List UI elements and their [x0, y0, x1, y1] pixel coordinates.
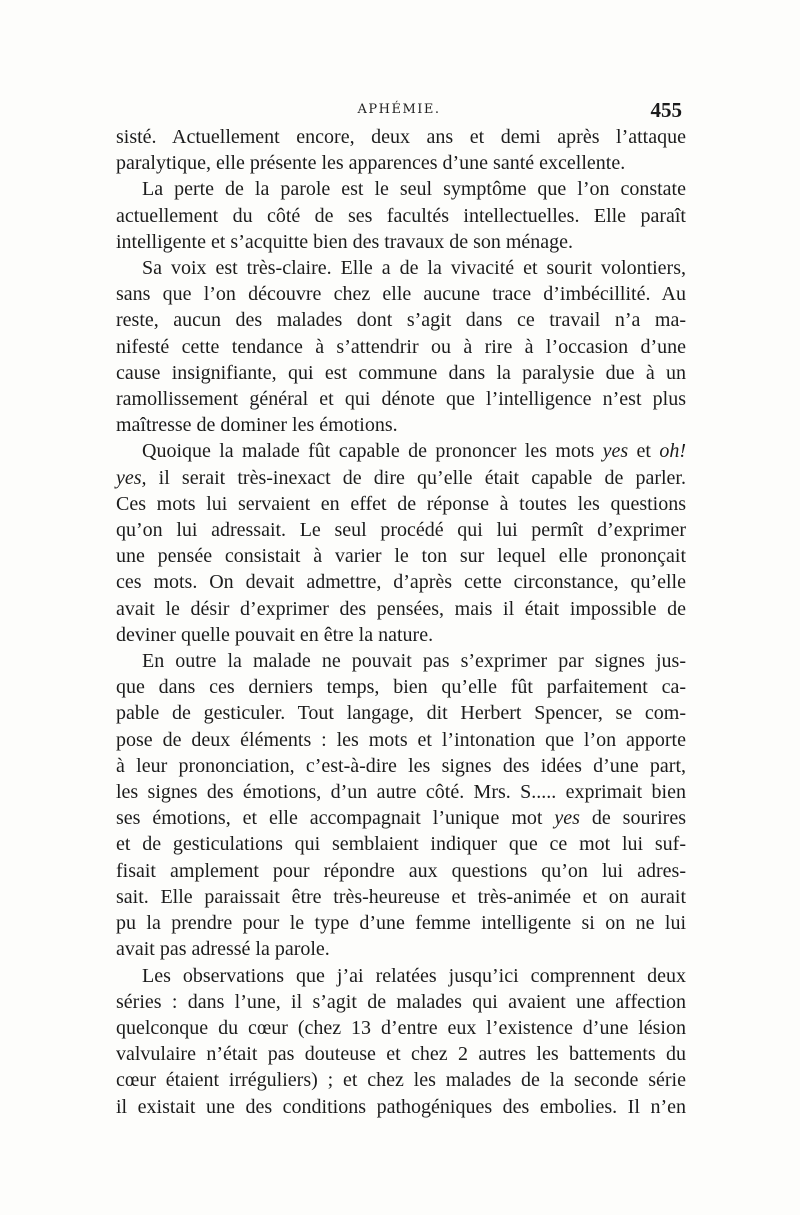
- text-line: sans que l’on découvre chez elle aucune trace d’imbécillité. Au: [116, 283, 686, 306]
- italic-word: oh!: [659, 440, 686, 463]
- paragraph-speech-loss: [116, 176, 686, 255]
- text-line: Ces mots lui servaient en effet de réponse à toutes les questions: [116, 492, 686, 515]
- text-line: avait le désir d’exprimer des pensées, mais il était impossible de: [116, 597, 686, 620]
- text-line: il existait une des conditions pathogéniques des embolies. Il n’en: [116, 1095, 686, 1118]
- text-line: qu’on lui adressait. Le seul procédé qui lui permît d’exprimer: [116, 519, 686, 542]
- text-line: quelconque du cœur (chez 13 d’entre eux l’existence d’une lésion: [116, 1016, 686, 1039]
- text-line: intelligente et s’acquitte bien des travaux de son ménage.: [116, 230, 574, 253]
- text-line: pose de deux éléments : les mots et l’intonation que l’on apporte: [116, 728, 686, 751]
- italic-word: yes,: [116, 466, 147, 489]
- text-line: à leur prononciation, c’est-à-dire les signes des idées d’une part,: [116, 754, 686, 777]
- text-line: une pensée consistait à varier le ton sur lequel elle prononçait: [116, 545, 686, 568]
- italic-word: yes: [554, 807, 580, 830]
- paragraph-signs: [116, 648, 686, 962]
- text-fragment: il serait très-inexact de dire qu’elle était capable de parler.: [146, 466, 686, 489]
- body-text: [116, 124, 686, 1120]
- text-line: nifesté cette tendance à s’attendrir ou à rire à l’occasion d’une: [116, 335, 686, 358]
- text-line: pu la prendre pour le type d’une femme intelligente si on ne lui: [116, 912, 686, 935]
- text-line: pable de gesticuler. Tout langage, dit Herbert Spencer, se com-: [116, 702, 686, 725]
- text-line: que dans ces derniers temps, bien qu’elle fût parfaitement ca-: [116, 676, 686, 699]
- text-line: valvulaire n’était pas douteuse et chez 2 autres les battements du: [116, 1043, 686, 1066]
- text-line: Sa voix est très-claire. Elle a de la vivacité et sourit volontiers,: [142, 257, 686, 280]
- paragraph-observations: [116, 963, 686, 1120]
- text-fragment: de sourires: [579, 807, 686, 830]
- text-line: Les observations que j’ai relatées jusqu’ici comprennent deux: [142, 964, 686, 987]
- italic-word: yes: [602, 440, 629, 463]
- text-line: maîtresse de dominer les émotions.: [116, 414, 398, 437]
- text-line: ces mots. On devait admettre, d’après cette circonstance, qu’elle: [116, 571, 686, 594]
- text-line: reste, aucun des malades dont s’agit dans ce travail n’a ma-: [116, 309, 686, 332]
- paragraph-yes: [116, 438, 686, 648]
- text-line: [116, 805, 686, 831]
- text-line: cause insignifiante, qui est commune dans la paralysie due à un: [116, 361, 686, 384]
- text-line: [116, 465, 686, 491]
- text-line: deviner quelle pouvait en être la nature.: [116, 623, 434, 646]
- paragraph-intro: [116, 124, 686, 176]
- text-line: avait pas adressé la parole.: [116, 938, 330, 961]
- text-fragment: et: [628, 440, 660, 463]
- paragraph-voice: [116, 255, 686, 438]
- text-line: paralytique, elle présente les apparences d’une santé excellente.: [116, 152, 626, 175]
- text-line: [116, 438, 686, 464]
- page-number: 455: [650, 98, 682, 122]
- text-fragment: Quoique la malade fût capable de prononcer les mots: [142, 440, 603, 463]
- text-line: sait. Elle paraissait être très-heureuse et très-animée et on aurait: [116, 885, 686, 908]
- text-line: sisté. Actuellement encore, deux ans et demi après l’attaque: [116, 126, 686, 148]
- text-line: séries : dans l’une, il s’agit de malades qui avaient une affection: [116, 990, 686, 1013]
- text-line: La perte de la parole est le seul symptôme que l’on constate: [142, 178, 686, 201]
- text-line: fisait amplement pour répondre aux questions qu’on lui adres-: [116, 859, 686, 882]
- text-line: ramollissement général et qui dénote que l’intelligence n’est plus: [116, 388, 686, 411]
- page-header: [116, 98, 682, 124]
- text-line: En outre la malade ne pouvait pas s’exprimer par signes jus-: [142, 650, 686, 673]
- text-fragment: ses émotions, et elle accompagnait l’unique mot: [116, 807, 555, 830]
- text-line: et de gesticulations qui semblaient indiquer que ce mot lui suf-: [116, 833, 686, 856]
- text-line: actuellement du côté de ses facultés intellectuelles. Elle paraît: [116, 204, 686, 227]
- text-line: cœur étaient irréguliers) ; et chez les malades de la seconde série: [116, 1069, 686, 1092]
- text-line: les signes des émotions, d’un autre côté. Mrs. S..... exprimait bien: [116, 781, 686, 804]
- running-title: APHÉMIE.: [357, 102, 441, 117]
